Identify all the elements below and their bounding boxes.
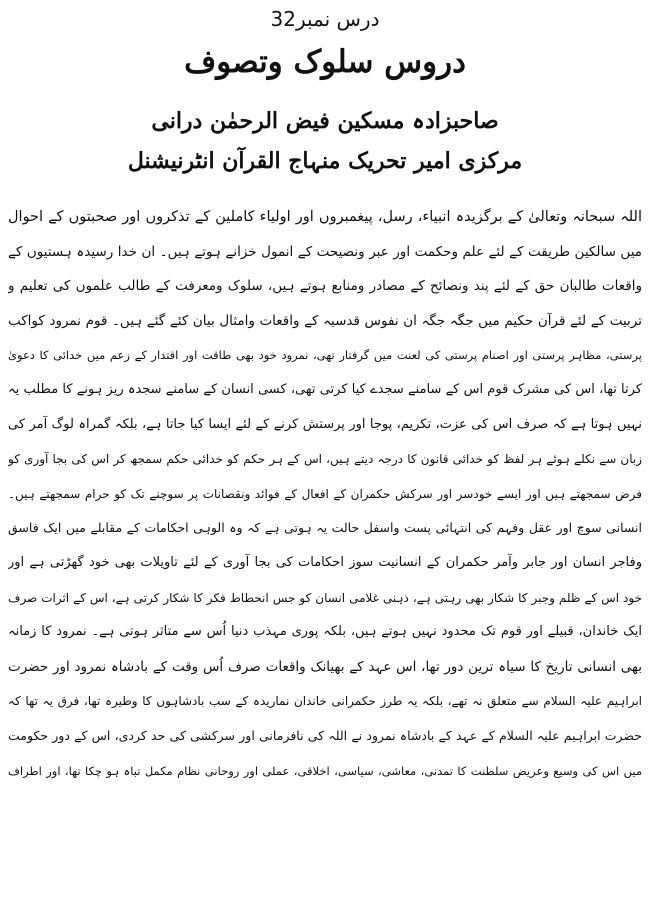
text-line: حضرت ابراہیم علیہ السلام کے عہد کے بادشاہ نمرود نے اللہ کی نافرمانی اور سرکشی کی حد کردی، اس کے دور حکومت — [8, 727, 642, 743]
text-line: میں سالکین طریقت کے لئے علم وحکمت اور عبر ونصیحت کے انمول خزانے ہوتے ہیں۔ ان خدا رسیدہ ہستیوں کے — [8, 243, 642, 260]
author-affiliation: مرکزی امیر تحریک منہاج القرآن انٹرنیشنل — [127, 148, 523, 174]
text-line: واقعات طالبان حق کے لئے پند ونصائح کے مصادر ومنابع ہوتے ہیں، سلوک ومعرفت کے طالب علموں کی تعلیم و — [8, 278, 642, 295]
text-line: ایک خاندان، قبیلے اور قوم تک محدود نہیں ہوتے ہیں، بلکہ پوری مہذب دنیا اُس سے متاثر ہوتی ہے۔ نمرود کا زمانہ — [8, 624, 642, 640]
text-line: بھی انسانی تاریخ کا سیاہ ترین دور تھا، اس عہد کے بھیانک واقعات صرف اُس وقت کے بادشاہ نمرود اور حضرت — [8, 658, 642, 675]
text-line: فرض سمجھتے ہیں اور ایسے خودسر اور سرکش حکمران کے افعال کے فوائد ونقصانات پر سوچنے تک کو حرام سمجھتے ہیں۔ — [8, 486, 642, 501]
text-line: خود اس کے ظلم وجبر کا شکار بھی رہتی ہے، ذہنی غلامی انسان کو جس انحطاط فکر کا شکار کرتی ہے، اس کے اثرات صرف — [8, 590, 642, 605]
text-line: زبان سے نکلے ہوئے ہر لفظ کو خدائی قانون کا درجہ دیتے ہیں، اس کے ہر حکم کو خدائی حکم سمجھ کر اس کی بجا آوری کو — [8, 452, 642, 467]
lesson-number: درس نمبر32 — [270, 7, 380, 31]
text-line: میں اس کی وسیع وعریض سلطنت کا تمدنی، معاشی، سیاسی، اخلاقی، عملی اور روحانی نظام مکمل تباہ ہو چکا تھا، اور اطراف — [8, 763, 642, 778]
article-body — [8, 200, 642, 788]
text-line: انسانی سوچ اور عقل وفہم کی انتہائی پست واسفل حالت یہ ہوتی ہے کہ وہ الوہی احکامات کے مقابلے میں ایک فاسق — [8, 520, 642, 536]
text-line: ابراہیم علیہ السلام سے متعلق نہ تھے، بلکہ یہ طرز حکمرانی خاندان نماریدہ کے سب بادشاہوں کا وطیرہ تھا، فرق یہ تھا کہ — [8, 694, 642, 709]
author-name: صاحبزادہ مسکین فیض الرحمٰن درانی — [151, 108, 499, 134]
text-line: وفاجر انسان اور جابر وآمر حکمران کے انسانیت سوز احکامات کی بجا آوری کے لئے تاویلات بھی خود گھڑتی ہے اور — [8, 554, 642, 570]
text-line: تربیت کے لئے قرآن حکیم میں جگہ جگہ ان نفوس قدسیہ کے واقعات وامثال بیان کئے گئے ہیں۔ قوم نمرود کواکب — [8, 312, 642, 329]
text-line: پرستی، مظاہر پرستی اور اصنام پرستی کی لعنت میں گرفتار تھی، نمرود خود بھی طاقت اور اقتدار کے زعم میں خدائی کا دعویٰ — [8, 348, 642, 363]
page-title: دروس سلوک وتصوف — [184, 44, 466, 80]
text-line: اللہ سبحانہ وتعالیٰ کے برگزیدہ انبیاء، رسل، پیغمبروں اور اولیاء کاملین کے تذکروں اور صحبتوں کے احوال — [8, 209, 642, 225]
text-line: نہیں ہوتا ہے کہ صرف اس کی عزت، تکریم، پوجا اور پرستش کرنے کے لئے ایسا کیا جاتا ہے، بلکہ گمراہ لوگ آمر کی — [8, 416, 642, 432]
text-line: کرتا تھا، اس کی مشرک قوم اس کے سامنے سجدے کیا کرتی تھی، کسی انسان کے سامنے سجدہ ریز ہونے کا مطلب یہ — [8, 381, 642, 397]
